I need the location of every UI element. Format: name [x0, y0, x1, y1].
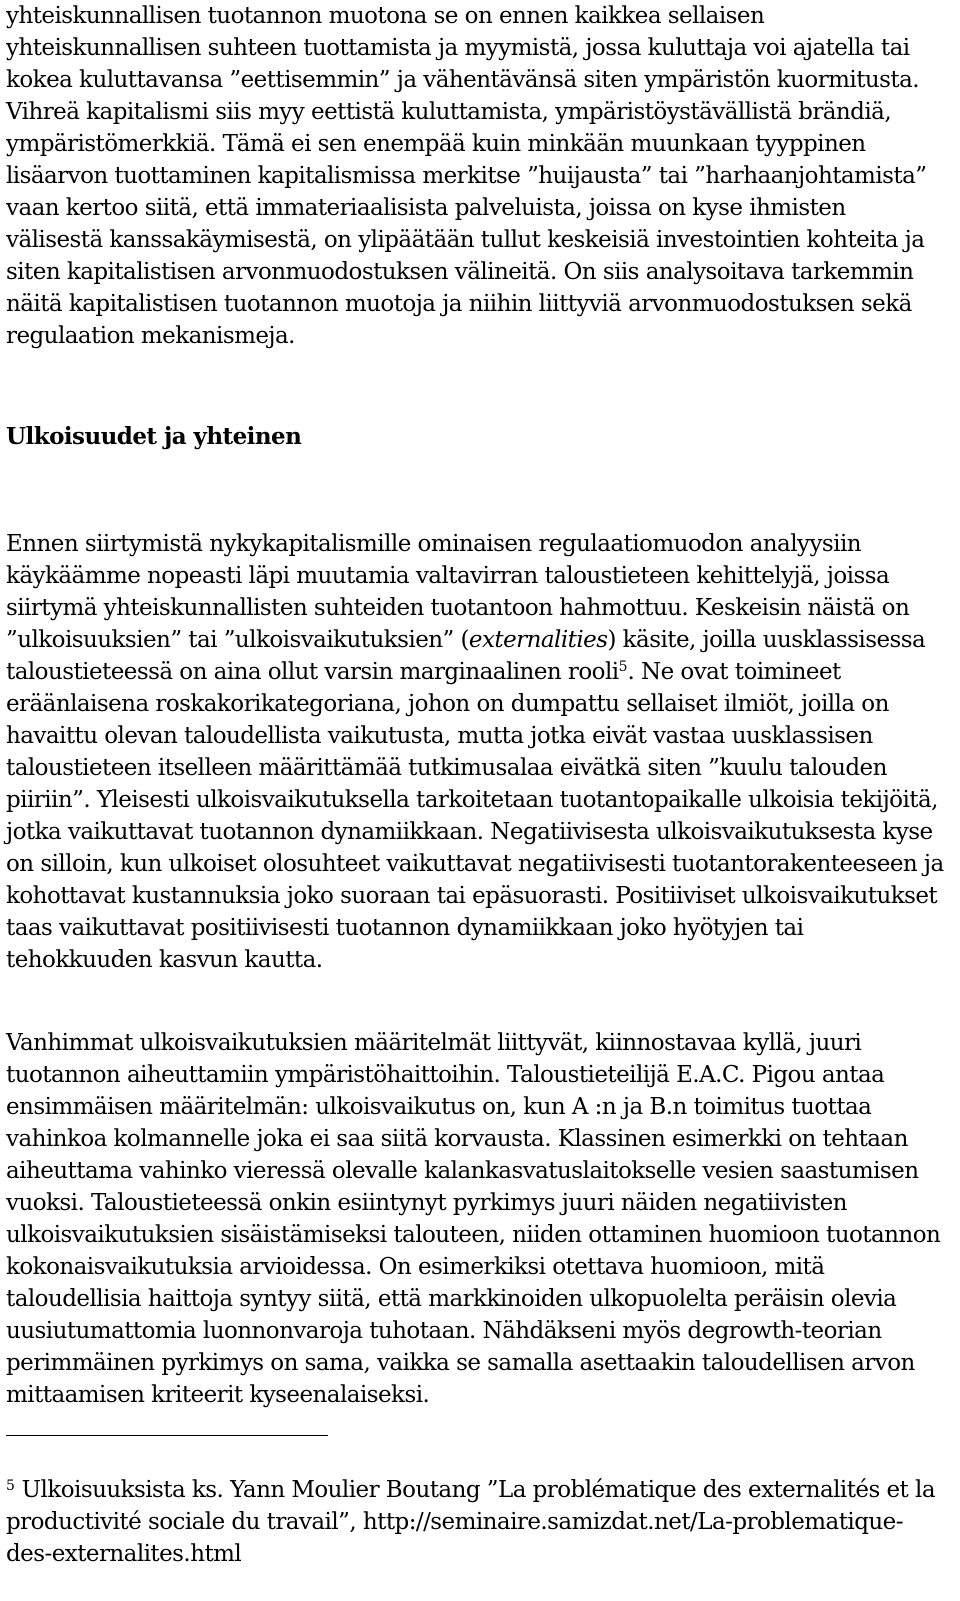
footnote	[6, 1470, 946, 1570]
footnote-reference[interactable]: 5	[618, 659, 628, 675]
footnote-separator	[6, 1435, 328, 1436]
paragraph-2-text-b: ) käsite, joilla uusklassisessa taloustieteessä on aina ollut varsin marginaalinen rooli	[6, 627, 926, 685]
paragraph-3: Vanhimmat ulkoisvaikutuksien määritelmät liittyvät, kiinnostavaa kyllä, juuri tuotannon aiheuttamiin ympäristöhaittoihin. Taloustieteilijä E.A.C. Pigou antaa ensimmäisen määritelmän: ulkoisvaikutus on, kun A :n ja B.n toimitus tuottaa vahinkoa kolmannelle joka ei saa siitä korvausta. Klassinen esimerkki on tehtaan aiheuttama vahinko vieressä olevalle kalankasvatuslaitokselle vesien saastumisen vuoksi. Taloustieteessä onkin esiintynyt pyrkimys juuri näiden negatiivisten ulkoisvaikutuksien sisäistämiseksi talouteen, niiden ottaminen huomioon tuotannon kokonaisvaikutuksia arvioidessa. On esimerkiksi otettava huomioon, mitä taloudellisia haittoja syntyy siitä, että markkinoiden ulkopuolelta peräisin olevia uusiutumattomia luonnonvaroja tuhotaan. Nähdäkseni myös degrowth-teorian perimmäinen pyrkimys on sama, vaikka se samalla asettaakin taloudellisen arvon mittaamisen kriteerit kyseenalaiseksi.	[6, 1030, 941, 1408]
paragraph-2-text-a: Ennen siirtymistä nykykapitalismille ominaisen regulaatiomuodon analyysiin käykäämme nopeasti läpi muutamia valtavirran taloustieteen kehittelyjä, joissa siirtymä yhteiskunnallisten suhteiden tuotantoon hahmottuu. Keskeisin näistä on ”ulkoisuuksien” tai ”ulkoisvaikutuksien” (	[6, 531, 910, 653]
paragraph-2-italic-term: externalities	[468, 627, 608, 653]
paragraph-2-text-c: . Ne ovat toimineet eräänlaisena roskakorikategoriana, johon on dumpattu sellaiset ilmiöt, joilla on havaittu olevan taloudellista vaikutusta, mutta jotka eivät vastaa uusklassisen taloustieteen itselleen määrittämää tutkimusalaa eivätkä siten ”kuulu talouden piiriin”. Yleisesti ulkoisvaikutuksella tarkoitetaan tuotantopaikalle ulkoisia tekijöitä, jotka vaikuttavat tuotannon dynamiikkaan. Negatiivisesta ulkoisvaikutuksesta kyse on silloin, kun ulkoiset olosuhteet vaikuttavat negatiivisesti tuotantorakenteeseen ja kohottavat kustannuksia joko suoraan tai epäsuorasti. Positiiviset ulkoisvaikutukset taas vaikuttavat positiivisesti tuotannon dynamiikkaan joko hyötyjen tai tehokkuuden kasvun kautta.	[6, 659, 944, 973]
paragraph-1: yhteiskunnallisen tuotannon muotona se on ennen kaikkea sellaisen yhteiskunnallisen suhteen tuottamista ja myymistä, jossa kuluttaja voi ajatella tai kokea kuluttavansa ”eettisemmin” ja vähentävänsä siten ympäristön kuormitusta. Vihreä kapitalismi siis myy eettistä kuluttamista, ympäristöystävällistä brändiä, ympäristömerkkiä. Tämä ei sen enempää kuin minkään muunkaan tyyppinen lisäarvon tuottaminen kapitalismissa merkitse ”huijausta” tai ”harhaanjohtamista” vaan kertoo siitä, että immateriaalisista palveluista, joissa on kyse ihmisten välisestä kanssakäymisestä, on ylipäätään tullut keskeisiä investointien kohteita ja siten kapitalistisen arvonmuodostuksen välineitä. On siis analysoitava tarkemmin näitä kapitalistisen tuotannon muotoja ja niihin liittyviä arvonmuodostuksen sekä regulaation mekanismeja.	[6, 3, 927, 349]
section-heading: Ulkoisuudet ja yhteinen	[6, 423, 302, 450]
footnote-number: 5	[6, 1478, 15, 1494]
paragraph-2	[6, 528, 946, 976]
footnote-text: Ulkoisuuksista ks. Yann Moulier Boutang ”La problématique des externalités et la productivité sociale du travail”, http://seminaire.samizdat.net/La-problematique-des-externalites.html	[6, 1477, 935, 1567]
document-page	[6, 0, 946, 1567]
